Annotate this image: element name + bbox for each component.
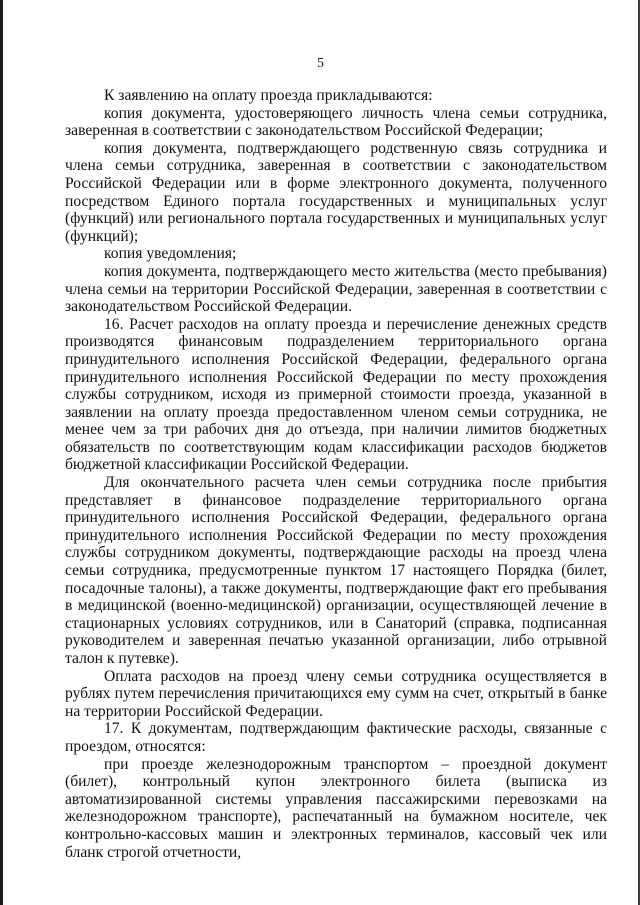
paragraph-item-17: 17. К документам, подтверждающим фактические расходы, связанные с проездом, относятся: [65, 720, 607, 755]
paragraph-attachments-intro: К заявлению на оплату проезда прикладываются: [104, 87, 433, 104]
paragraph-railway-transport: при проезде железнодорожным транспортом – проездной документ (билет), контрольный купон электронного билета (выписка из автоматизированной системы управления пассажирскими перевозками на железнодорожном транспорте), распечатанный на бумажном носителе, чек контрольно-кассовых машин и электронных терминалов, кассовый чек или бланк строгой отчетности, [65, 755, 607, 861]
paragraph-identity-copy: копия документа, удостоверяющего личность члена семьи сотрудника, заверенная в соответствии с законодательством Российской Федерации; [65, 104, 607, 140]
paragraph-payment-rubles: Оплата расходов на проезд члену семьи сотрудника осуществляется в рублях путем перечисления причитающихся ему сумм на счет, открытый в банке на территории Российской Федерации. [65, 667, 607, 720]
paragraph-item-16: 16. Расчет расходов на оплату проезда и перечисление денежных средств производятся финансовым подразделением территориального органа принудительного исполнения Российской Федерации, федерального органа принудительного исполнения Российской Федерации по месту прохождения службы сотрудником, исходя из примерной стоимости проезда, указанной в заявлении на оплату проезда предоставленном членом семьи сотрудника, не менее чем за три рабочих дня до отъезда, при наличии лимитов бюджетных обязательств по соответствующим кодам классификации расходов бюджетов бюджетной классификации Российской Федерации. [65, 315, 607, 474]
document-body [65, 87, 607, 861]
paragraph-notice-copy: копия уведомления; [104, 245, 237, 263]
page-number: 5 [317, 56, 324, 71]
paragraph-final-settlement: Для окончательного расчета член семьи сотрудника после прибытия представляет в финансовое подразделение территориального органа принудительного исполнения Российской Федерации, федерального органа принудительного исполнения Российской Федерации по месту прохождения службы сотрудником документы, подтверждающие расходы на проезд члена семьи сотрудника, предусмотренные пунктом 17 настоящего Порядка (билет, посадочные талоны), а также документы, подтверждающие факт его пребывания в медицинской (военно-медицинской) организации, осуществляющей лечение в стационарных условиях сотрудников, или в Санаторий (справка, подписанная руководителем и заверенная печатью указанной организации, либо отрывной талон к путевке). [65, 474, 607, 667]
paragraph-residence-copy: копия документа, подтверждающего место жительства (место пребывания) члена семьи на территории Российской Федерации, заверенная в соответствии с законодательством Российской Федерации. [65, 262, 607, 316]
paragraph-kinship-copy: копия документа, подтверждающего родственную связь сотрудника и члена семьи сотрудника, заверенная в соответствии с законодательством Российской Федерации или в форме электронного документа, полученного посредством Единого портала государственных и муниципальных услуг (функций) или регионального портала государственных и муниципальных услуг (функций); [65, 139, 607, 245]
